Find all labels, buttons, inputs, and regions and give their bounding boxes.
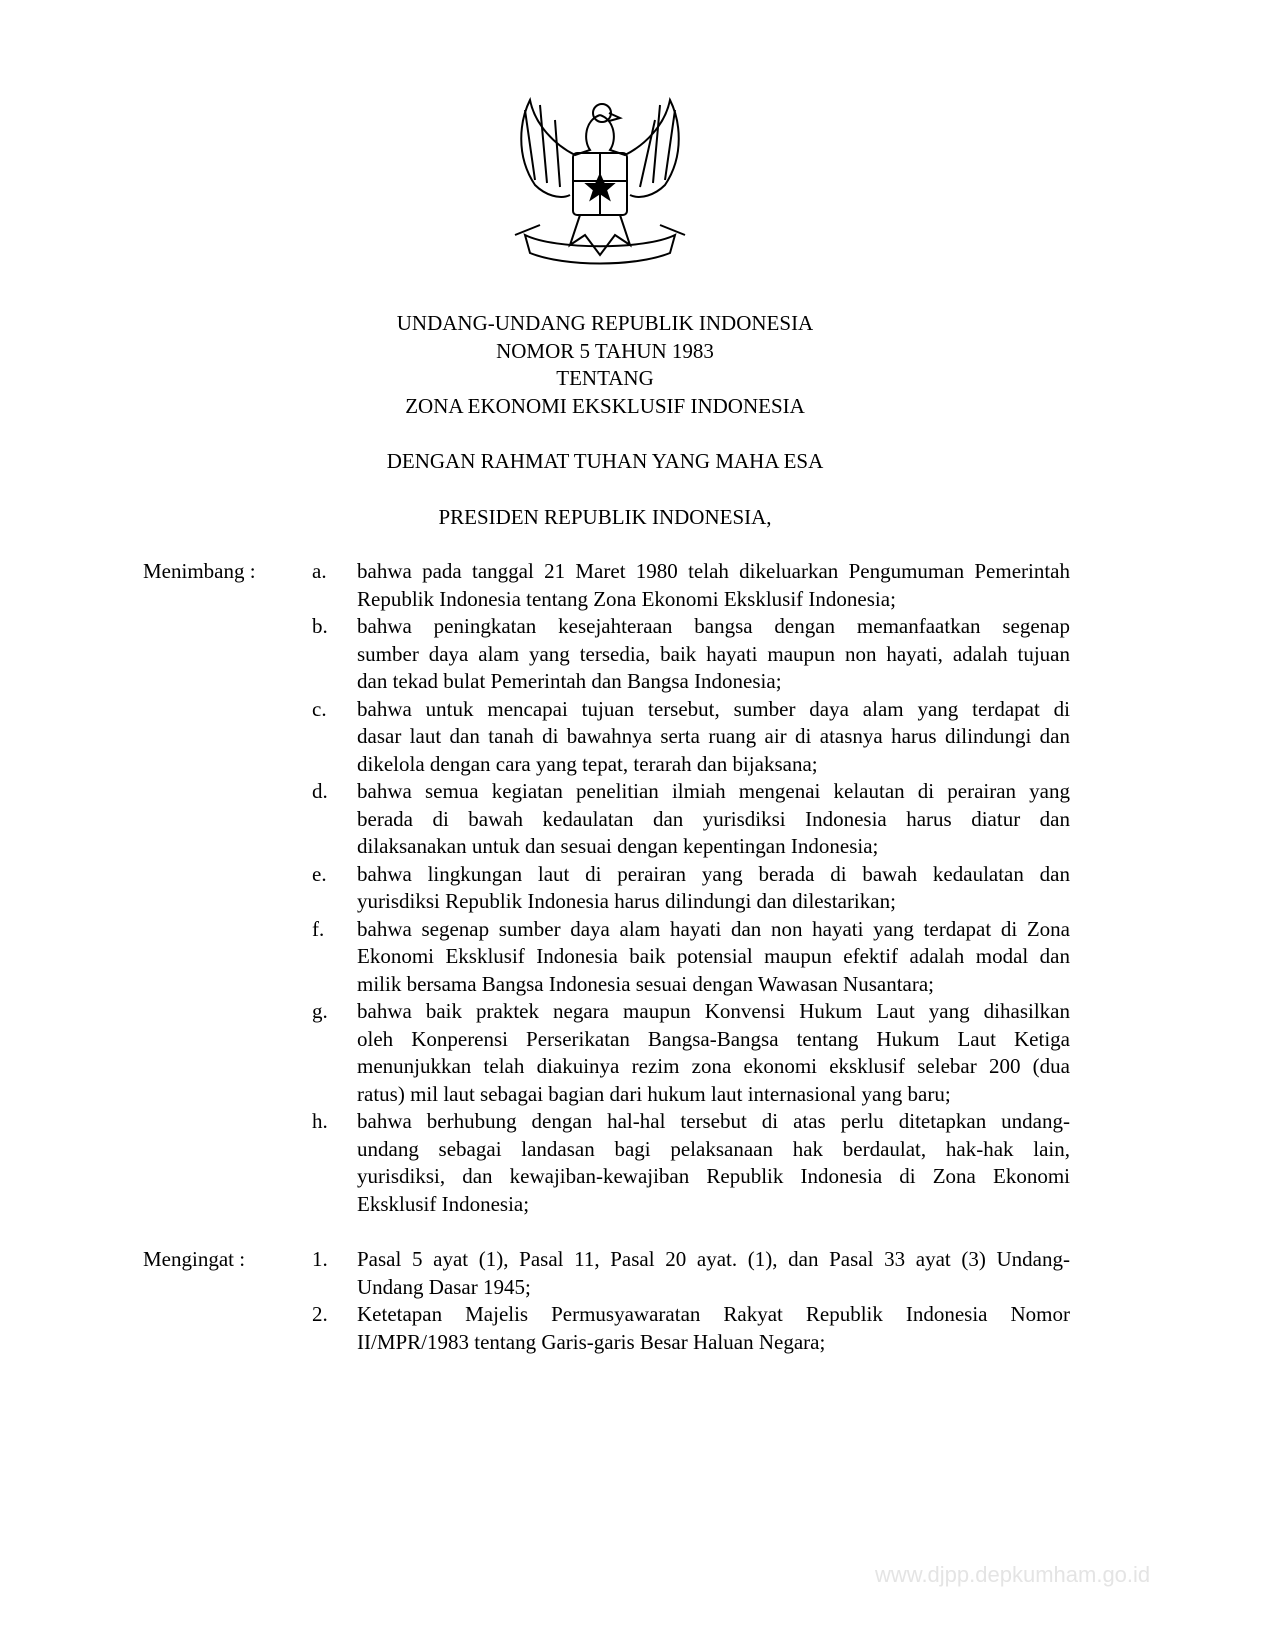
text-line: dan tekad bulat Pemerintah dan Bangsa Indonesia; [357, 669, 782, 693]
list-item [143, 916, 1073, 999]
text-line: menunjukkan telah diakuinya rezim zona ekonomi eksklusif selebar 200 (dua [357, 1054, 1070, 1078]
list-item [143, 558, 1073, 613]
item-marker: d. [312, 779, 328, 803]
text-line: II/MPR/1983 tentang Garis-garis Besar Haluan Negara; [357, 1329, 826, 1354]
item-marker: 2. [312, 1302, 328, 1326]
text-line: Pasal 5 ayat (1), Pasal 11, Pasal 20 ayat. (1), dan Pasal 33 ayat (3) Undang- [357, 1247, 1070, 1271]
item-text [357, 916, 1070, 999]
text-line: yurisdiksi Republik Indonesia harus dilindungi dan dilestarikan; [357, 889, 896, 913]
text-line: bahwa pada tanggal 21 Maret 1980 telah dikeluarkan Pengumuman Pemerintah [357, 559, 1070, 583]
text-line: bahwa untuk mencapai tujuan tersebut, sumber daya alam yang terdapat di [357, 696, 1070, 721]
item-text [357, 613, 1070, 696]
list-item [143, 861, 1073, 916]
list-item [143, 696, 1073, 779]
item-text [357, 558, 1070, 613]
text-line: ratus) mil laut sebagai bagian dari hukum laut internasional yang baru; [357, 1081, 951, 1106]
law-title-line-2: NOMOR 5 TAHUN 1983 [496, 338, 714, 363]
list-item [143, 778, 1073, 861]
text-line: dikelola dengan cara yang tepat, terarah dan bijaksana; [357, 751, 818, 776]
item-marker: e. [312, 861, 327, 886]
list-item [143, 998, 1073, 1108]
president-heading: PRESIDEN REPUBLIK INDONESIA, [438, 505, 772, 529]
list-item [143, 1246, 1073, 1301]
text-line: bahwa baik praktek negara maupun Konvensi Hukum Laut yang dihasilkan [357, 999, 1070, 1023]
text-line: Eksklusif Indonesia; [357, 1191, 530, 1216]
text-line: Undang Dasar 1945; [357, 1274, 531, 1299]
item-marker: c. [312, 696, 327, 721]
item-text [357, 1108, 1070, 1218]
text-line: oleh Konperensi Perserikatan Bangsa-Bangsa tentang Hukum Laut Ketiga [357, 1026, 1070, 1051]
list-item [143, 613, 1073, 696]
item-marker: b. [312, 614, 328, 638]
section-mengingat [143, 1246, 1073, 1356]
law-title-line-3: TENTANG [556, 366, 654, 390]
law-title-line-4: ZONA EKONOMI EKSKLUSIF INDONESIA [405, 393, 805, 418]
garuda-pancasila-emblem [505, 85, 695, 280]
item-marker: f. [312, 916, 325, 941]
item-marker: a. [312, 559, 327, 583]
item-text [357, 998, 1070, 1108]
watermark: www.djpp.depkumham.go.id [875, 1562, 1151, 1587]
text-line: dasar laut dan tanah di bawahnya serta ruang air di atasnya harus dilindungi dan [357, 724, 1070, 748]
item-text [357, 696, 1070, 779]
text-line: bahwa segenap sumber daya alam hayati dan non hayati yang terdapat di Zona [357, 916, 1070, 941]
invocation: DENGAN RAHMAT TUHAN YANG MAHA ESA [386, 449, 824, 473]
section-menimbang [143, 558, 1073, 1218]
text-line: undang sebagai landasan bagi pelaksanaan hak berdaulat, hak-hak lain, [357, 1136, 1070, 1161]
item-text [357, 861, 1070, 916]
text-line: bahwa lingkungan laut di perairan yang berada di bawah kedaulatan dan [357, 861, 1070, 886]
section-label: Menimbang : [143, 559, 256, 583]
text-line: yurisdiksi, dan kewajiban-kewajiban Republik Indonesia di Zona Ekonomi [357, 1164, 1070, 1188]
item-text [357, 1301, 1070, 1356]
list-item [143, 1108, 1073, 1218]
list-item [143, 1301, 1073, 1356]
item-text [357, 1246, 1070, 1301]
text-line: Ketetapan Majelis Permusyawaratan Rakyat Republik Indonesia Nomor [357, 1302, 1070, 1326]
text-line: bahwa berhubung dengan hal-hal tersebut di atas perlu ditetapkan undang- [357, 1109, 1070, 1133]
item-text [357, 778, 1070, 861]
text-line: berada di bawah kedaulatan dan yurisdiksi Indonesia harus diatur dan [357, 806, 1070, 831]
text-line: Republik Indonesia tentang Zona Ekonomi Eksklusif Indonesia; [357, 586, 896, 611]
text-line: sumber daya alam yang tersedia, baik hayati maupun non hayati, adalah tujuan [357, 641, 1070, 666]
text-line: milik bersama Bangsa Indonesia sesuai dengan Wawasan Nusantara; [357, 971, 934, 996]
item-marker: 1. [312, 1247, 328, 1271]
law-title-line-1: UNDANG-UNDANG REPUBLIK INDONESIA [396, 311, 814, 335]
section-label: Mengingat : [143, 1247, 246, 1271]
text-line: Ekonomi Eksklusif Indonesia baik potensial maupun efektif adalah modal dan [357, 944, 1070, 968]
item-marker: g. [312, 999, 328, 1023]
text-line: dilaksanakan untuk dan sesuai dengan kepentingan Indonesia; [357, 834, 879, 858]
text-line: bahwa semua kegiatan penelitian ilmiah mengenai kelautan di perairan yang [357, 779, 1070, 803]
text-line: bahwa peningkatan kesejahteraan bangsa dengan memanfaatkan segenap [357, 614, 1070, 638]
item-marker: h. [312, 1109, 328, 1133]
